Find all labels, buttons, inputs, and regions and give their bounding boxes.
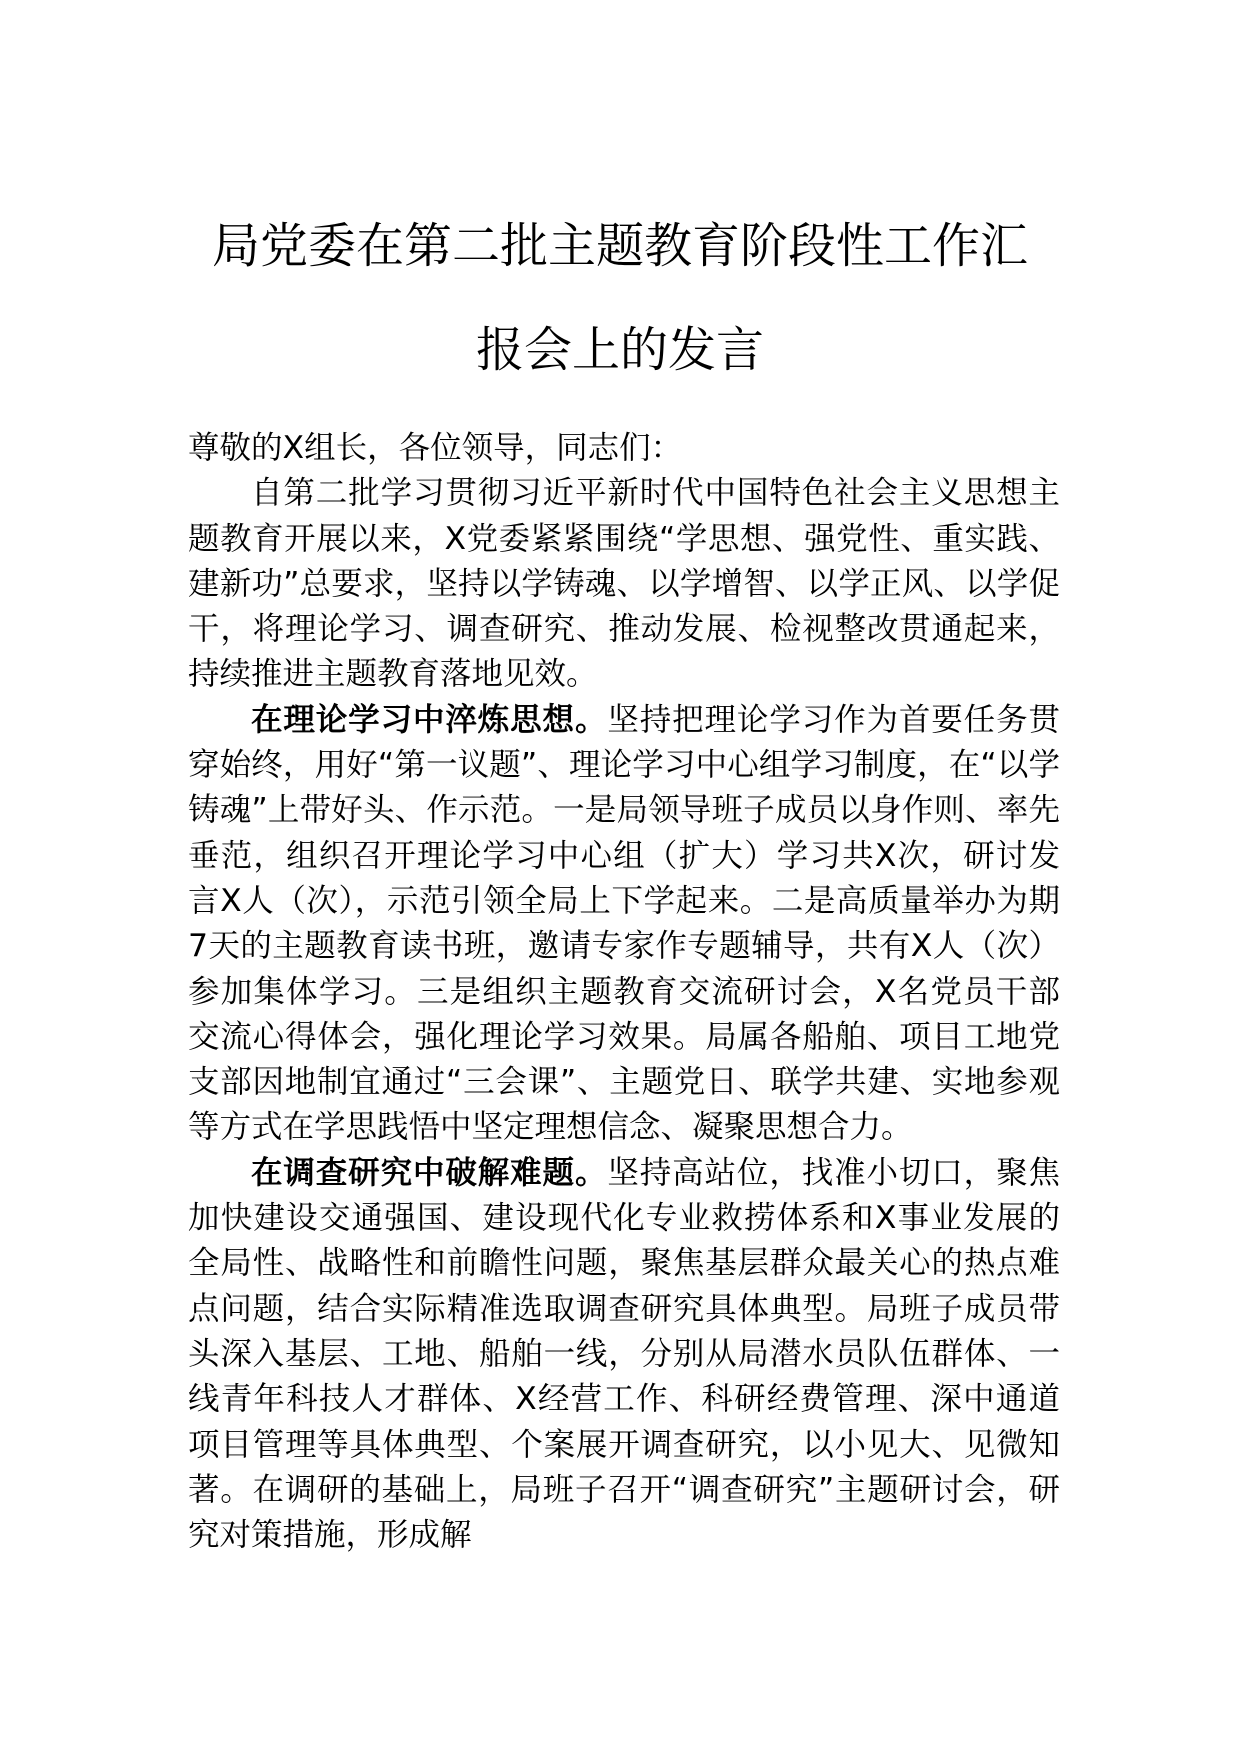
salutation: 尊敬的X组长，各位领导，同志们： <box>188 430 683 466</box>
document-title: 局党委在第二批主题教育阶段性工作汇报会上的发言 <box>211 218 1028 378</box>
paragraph-research <box>188 1151 1060 1559</box>
paragraph-lead: 在调查研究中破解难题。 <box>251 1154 608 1191</box>
paragraph-intro <box>188 471 1060 697</box>
document-body <box>188 426 1060 1558</box>
paragraph-lead: 在理论学习中淬炼思想。 <box>251 701 608 738</box>
paragraph-theory-study <box>188 698 1060 1151</box>
paragraph-text: 坚持把理论学习作为首要任务贯穿始终，用好“第一议题”、理论学习中心组学习制度，在“以学铸魂”上带好头、作示范。一是局领导班子成员以身作则、率先垂范，组织召开理论学习中心组（扩大）学习共X次，研讨发言X人（次），示范引领全局上下学起来。二是高质量举办为期7天的主题教育读书班，邀请专家作专题辅导，共有X人（次）参加集体学习。三是组织主题教育交流研讨会，X名党员干部交流心得体会，强化理论学习效果。局属各船舶、项目工地党支部因地制宜通过“三会课”、主题党日、联学共建、实地参观等方式在学思践悟中坚定理想信念、凝聚思想合力。 <box>188 701 1060 1146</box>
paragraph-text: 自第二批学习贯彻习近平新时代中国特色社会主义思想主题教育开展以来，X党委紧紧围绕“学思想、强党性、重实践、建新功”总要求，坚持以学铸魂、以学增智、以学正风、以学促干，将理论学习、调查研究、推动发展、检视整改贯通起来，持续推进主题教育落地见效。 <box>188 475 1060 693</box>
paragraph-text: 坚持高站位，找准小切口，聚焦加快建设交通强国、建设现代化专业救捞体系和X事业发展的全局性、战略性和前瞻性问题，聚焦基层群众最关心的热点难点问题，结合实际精准选取调查研究具体典型。局班子成员带头深入基层、工地、船舶一线，分别从局潜水员队伍群体、一线青年科技人才群体、X经营工作、科研经费管理、深中通道项目管理等具体典型、个案展开调查研究，以小见大、见微知著。在调研的基础上，局班子召开“调查研究”主题研讨会，研究对策措施，形成解 <box>188 1154 1060 1554</box>
